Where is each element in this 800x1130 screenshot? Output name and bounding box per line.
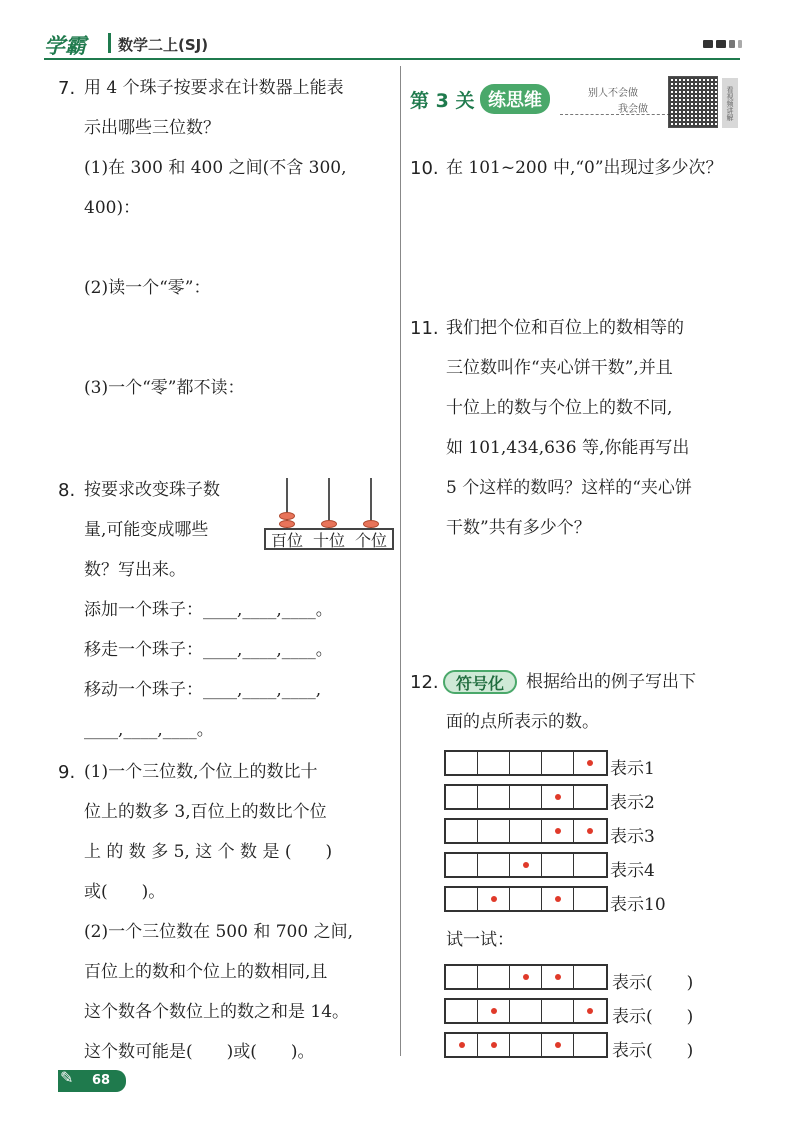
q11-line3: 十位上的数与个位上的数不同, [446, 398, 673, 418]
dot-box-cell [446, 786, 478, 808]
dot-box-row [444, 750, 608, 776]
q7-line2: 示出哪些三位数？ [84, 118, 220, 138]
q9-line7: 这个数各个数位上的数之和是 14。 [84, 1002, 350, 1022]
dot-box-cell [446, 854, 478, 876]
dot-box-cell [510, 786, 542, 808]
dot-box-cell [478, 820, 510, 842]
dot-box-cell [446, 752, 478, 774]
dot-box-cell [478, 752, 510, 774]
dot-box-cell [510, 1000, 542, 1022]
red-dot [555, 794, 561, 800]
abacus-label-tens: 十位 [312, 530, 345, 550]
q11-line4: 如 101,434,636 等,你能再写出 [446, 438, 690, 458]
q9-line3: 上 的 数 多 5, 这 个 数 是 ( ) [84, 842, 333, 862]
page-header [0, 0, 800, 60]
dot-box-cell [574, 854, 606, 876]
red-dot [555, 1042, 561, 1048]
q9-line4: 或( )。 [84, 882, 166, 902]
q11-number: 11. [410, 318, 439, 339]
abacus-base [264, 528, 394, 550]
dot-box-cell [478, 786, 510, 808]
dot-box-label: 表示( ) [612, 973, 694, 993]
dot-box-cell [542, 752, 574, 774]
q7-number: 7. [58, 78, 76, 99]
dot-box-cell [542, 1000, 574, 1022]
abacus-label-hundreds: 百位 [270, 530, 303, 550]
dot-box-cell [510, 820, 542, 842]
q9-line5: (2)一个三位数在 500 和 700 之间, [84, 922, 353, 942]
red-dot [523, 862, 529, 868]
q12-number: 12. [410, 672, 439, 693]
dot-box-row [444, 852, 608, 878]
dot-box-label: 表示1 [610, 759, 655, 779]
red-dot [523, 974, 529, 980]
q8-remove-line: 移走一个珠子：____,____,____。 [84, 640, 333, 660]
q9-line2: 位上的数多 3,百位上的数比个位 [84, 802, 327, 822]
q8-line1: 按要求改变珠子数 [84, 480, 220, 500]
q10-text: 在 101~200 中,“0”出现过多少次？ [446, 158, 723, 178]
q11-line1: 我们把个位和百位上的数相等的 [446, 318, 684, 338]
q8-move-line1: 移动一个珠子：____,____,____, [84, 680, 322, 700]
dot-box-cell [478, 966, 510, 988]
dot-box-cell [542, 966, 574, 988]
qr-code[interactable] [668, 76, 718, 128]
try-label: 试一试： [446, 930, 514, 950]
dot-box-row [444, 818, 608, 844]
abacus-diagram [264, 478, 394, 552]
dot-box-cell [542, 820, 574, 842]
q9-line1: (1)一个三位数,个位上的数比十 [84, 762, 318, 782]
dot-box-cell [574, 1000, 606, 1022]
dot-box-label: 表示10 [610, 895, 666, 915]
dot-box-label: 表示2 [610, 793, 655, 813]
dot-box-cell [446, 820, 478, 842]
red-dot [491, 1008, 497, 1014]
dot-box-cell [510, 854, 542, 876]
pencil-icon: ✎ [60, 1068, 74, 1087]
dot-box-cell [478, 888, 510, 910]
header-decoration [703, 40, 742, 48]
level-note-2: 我会做 [618, 104, 648, 115]
logo-separator [108, 33, 111, 53]
q8-number: 8. [58, 480, 76, 501]
q7-part1b: 400)： [84, 198, 141, 218]
dot-box-row [444, 964, 608, 990]
dot-box-cell [510, 966, 542, 988]
page-number: 68 [92, 1073, 111, 1088]
dot-box-cell [446, 1034, 478, 1056]
red-dot [555, 896, 561, 902]
dot-box-row [444, 784, 608, 810]
red-dot [491, 896, 497, 902]
red-dot [587, 760, 593, 766]
q12-line1: 根据给出的例子写出下 [526, 672, 696, 692]
dot-box-row [444, 998, 608, 1024]
level-number: 第 3 关 [410, 90, 475, 112]
dot-box-cell [510, 752, 542, 774]
q11-line5: 5 个这样的数吗？这样的“夹心饼 [446, 478, 692, 498]
level-dashed-line [560, 114, 670, 115]
q12-line2: 面的点所表示的数。 [446, 712, 599, 732]
q7-part3: (3)一个“零”都不读： [84, 378, 245, 398]
dot-box-cell [542, 786, 574, 808]
dot-box-cell [542, 1034, 574, 1056]
dot-box-label: 表示( ) [612, 1007, 694, 1027]
dot-box-cell [478, 1034, 510, 1056]
qr-side-label: 看视频讲解 [722, 78, 738, 128]
red-dot [555, 974, 561, 980]
dot-box-cell [446, 1000, 478, 1022]
dot-box-cell [574, 888, 606, 910]
q9-number: 9. [58, 762, 76, 783]
q8-move-line2: ____,____,____。 [84, 720, 214, 740]
q10-number: 10. [410, 158, 439, 179]
dot-box-cell [478, 1000, 510, 1022]
dot-box-cell [510, 1034, 542, 1056]
red-dot [491, 1042, 497, 1048]
abacus-label-ones: 个位 [354, 530, 387, 550]
header-rule [44, 58, 740, 60]
dot-box-row [444, 1032, 608, 1058]
dot-box-label: 表示3 [610, 827, 655, 847]
dot-box-cell [510, 888, 542, 910]
dot-box-cell [574, 786, 606, 808]
dot-box-cell [574, 820, 606, 842]
q11-line2: 三位数叫作“夹心饼干数”,并且 [446, 358, 673, 378]
red-dot [459, 1042, 465, 1048]
book-title: 数学二上(SJ) [118, 36, 209, 54]
q8-line3: 数？写出来。 [84, 560, 186, 580]
dot-box-label: 表示( ) [612, 1041, 694, 1061]
column-divider [400, 66, 401, 1056]
dot-box-cell [478, 854, 510, 876]
q7-line1: 用 4 个珠子按要求在计数器上能表 [84, 78, 344, 98]
q8-line2: 量,可能变成哪些 [84, 520, 209, 540]
red-dot [555, 828, 561, 834]
dot-box-cell [574, 1034, 606, 1056]
symbolization-tag: 符号化 [443, 670, 517, 694]
level-title: 练思维 [480, 84, 550, 114]
dot-box-row [444, 886, 608, 912]
dot-box-cell [542, 854, 574, 876]
q7-part2: (2)读一个“零”： [84, 278, 211, 298]
dot-box-cell [446, 966, 478, 988]
dot-box-cell [574, 966, 606, 988]
dot-box-cell [574, 752, 606, 774]
dot-box-cell [542, 888, 574, 910]
brand-logo: 学霸 [44, 34, 86, 58]
q8-add-line: 添加一个珠子：____,____,____。 [84, 600, 333, 620]
dot-box-cell [446, 888, 478, 910]
level-note-1: 别人不会做 [588, 88, 638, 99]
dot-box-label: 表示4 [610, 861, 655, 881]
red-dot [587, 828, 593, 834]
abacus-bead [279, 512, 295, 520]
q7-part1a: (1)在 300 和 400 之间(不含 300, [84, 158, 347, 178]
q9-line8: 这个数可能是( )或( )。 [84, 1042, 315, 1062]
red-dot [587, 1008, 593, 1014]
q11-line6: 干数”共有多少个？ [446, 518, 591, 538]
q9-line6: 百位上的数和个位上的数相同,且 [84, 962, 328, 982]
